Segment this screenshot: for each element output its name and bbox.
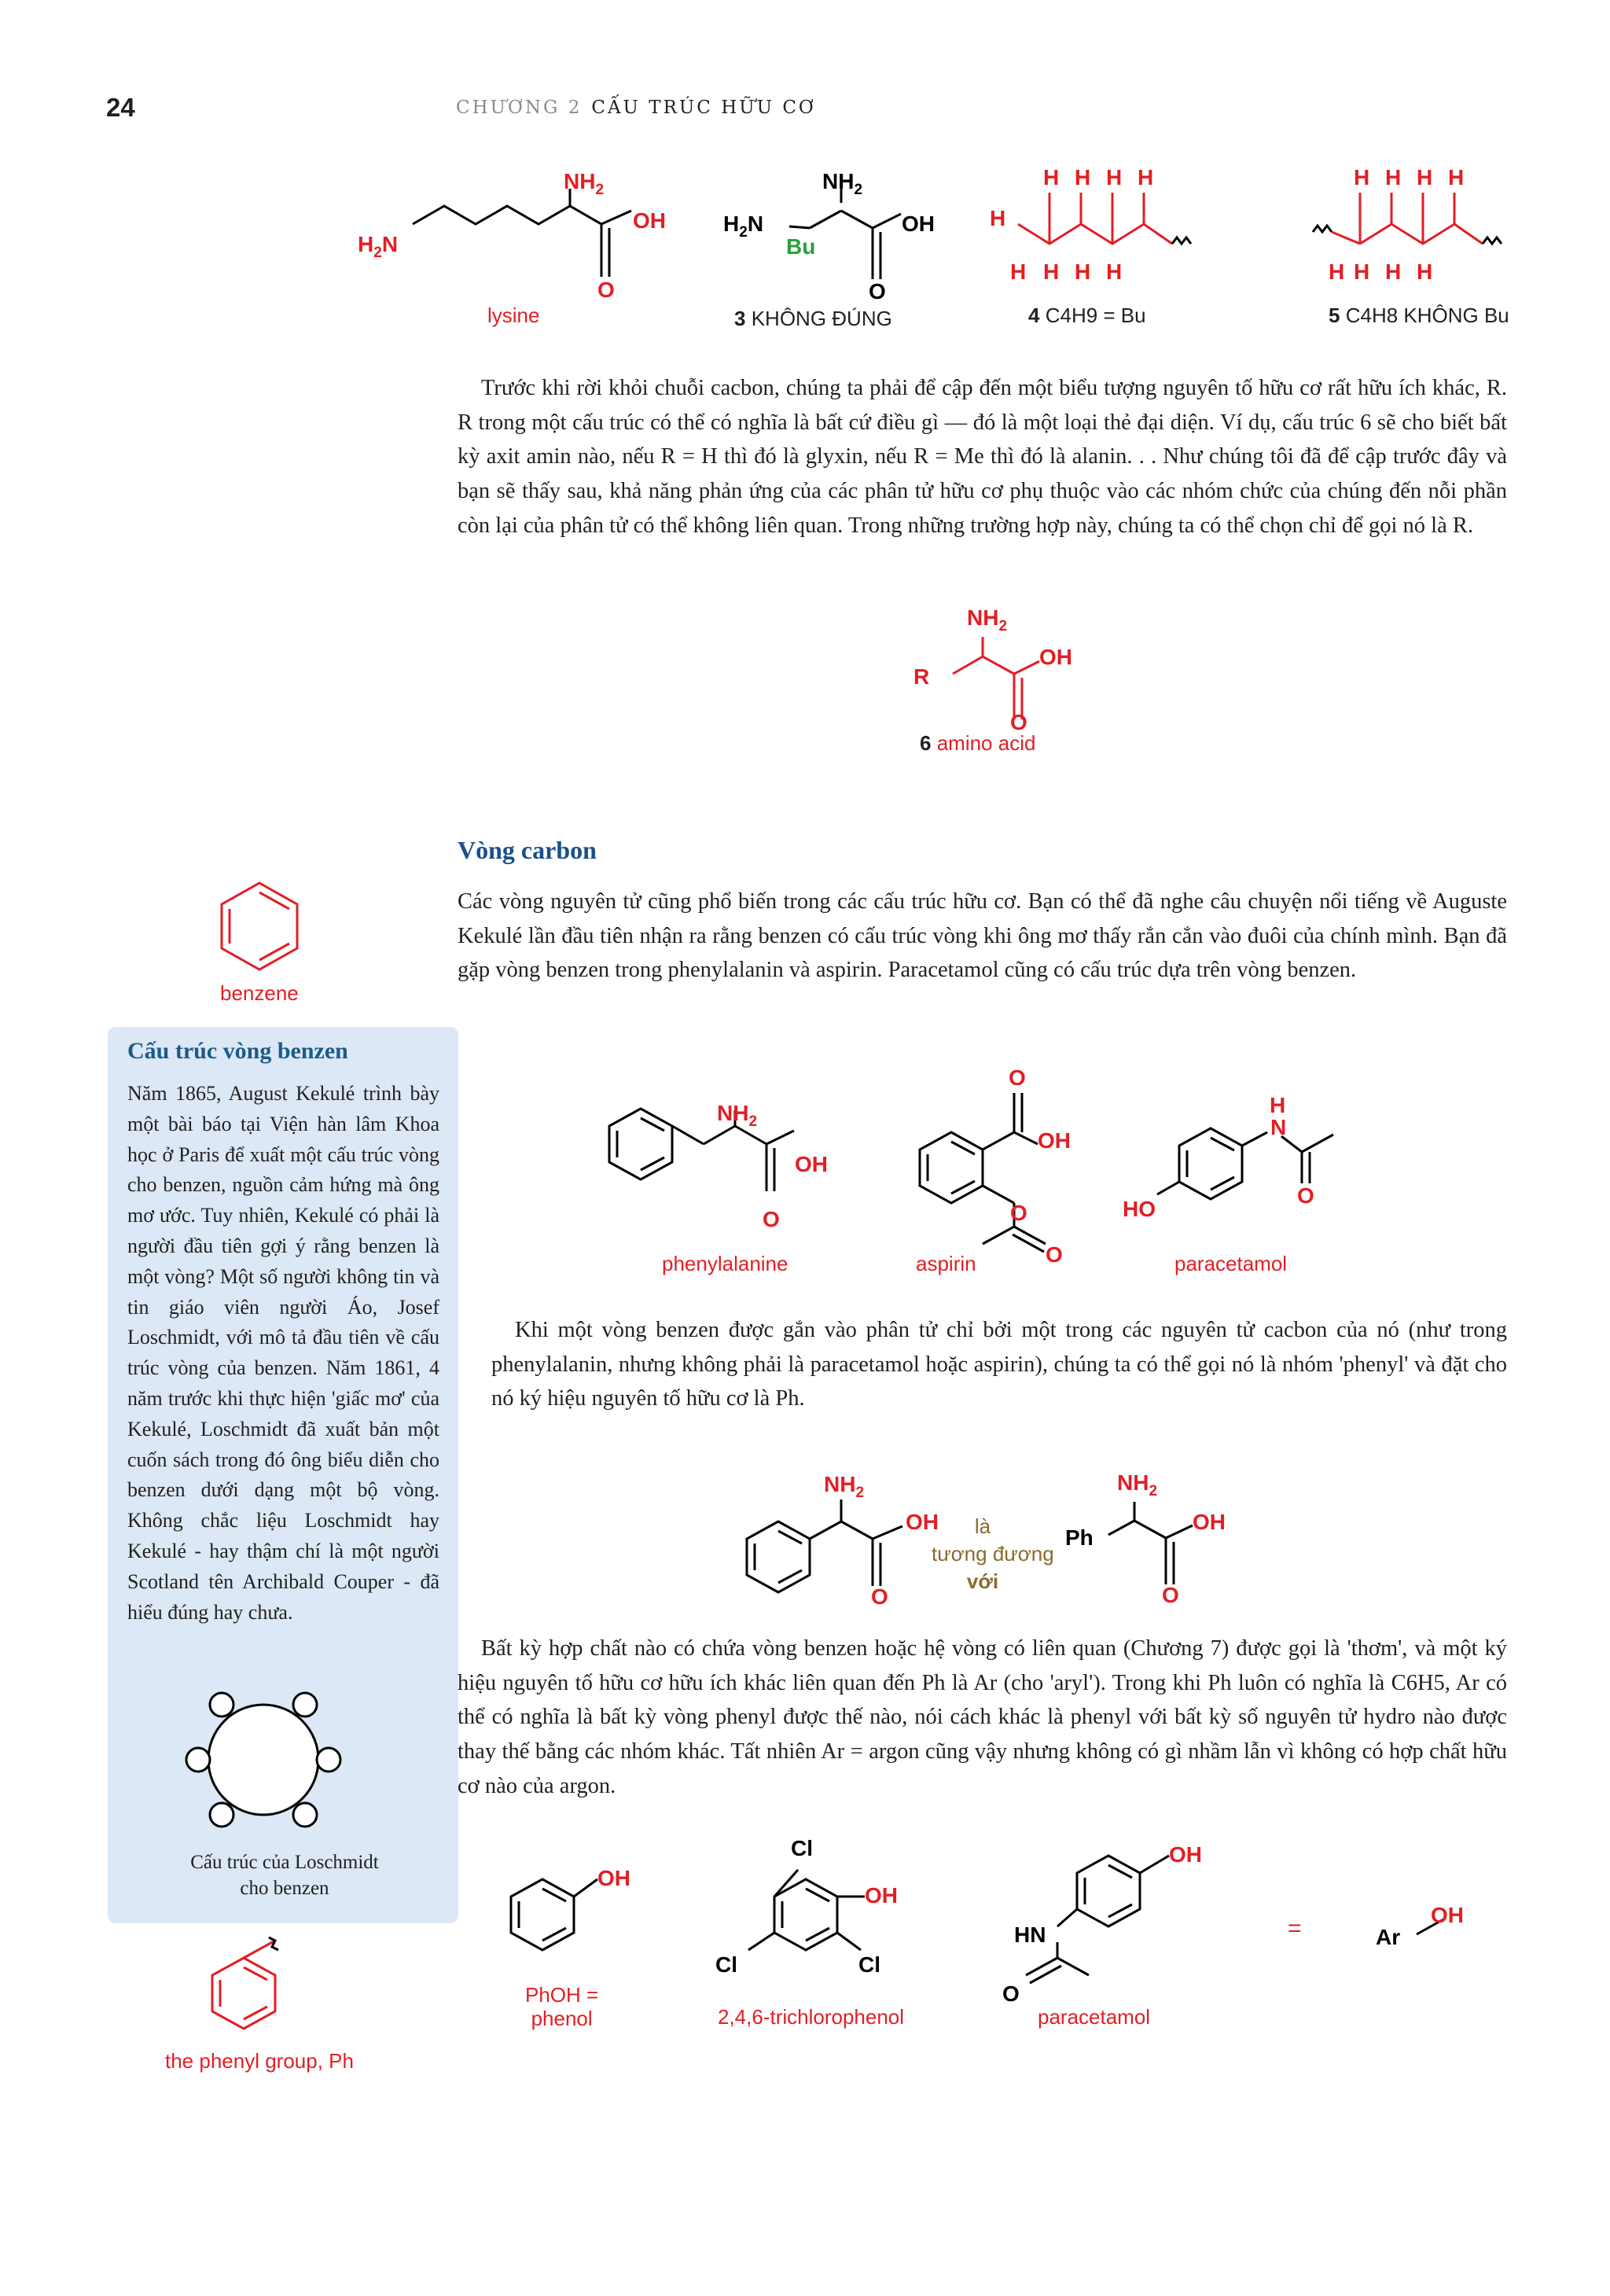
paracetamol-structure — [1116, 1093, 1376, 1246]
running-header — [456, 98, 816, 118]
equivalence-line-2: tương đương — [932, 1542, 1054, 1566]
svg-text:NH2: $NH_2$ — [822, 169, 863, 198]
structure-5-number: 5 — [1329, 304, 1340, 327]
svg-text:H: H — [1417, 165, 1433, 189]
svg-text:OH: OH — [1038, 1128, 1071, 1153]
phenylalanine-ph-form — [1065, 1463, 1262, 1608]
caption-line-1: Cấu trúc của Loschmidt — [190, 1852, 379, 1873]
svg-text:N: N — [1270, 1115, 1287, 1139]
section-heading: Vòng carbon — [458, 836, 597, 864]
structure-4-text: C4H9 = Bu — [1045, 304, 1146, 327]
trichlorophenol-structure — [700, 1832, 904, 1989]
amino-acid-label — [920, 731, 1035, 756]
svg-text:H: H — [1075, 165, 1091, 189]
svg-text:HN: HN — [1014, 1923, 1046, 1947]
equivalence-line-3: với — [966, 1569, 999, 1593]
loschmidt-caption — [134, 1849, 436, 1901]
phenol-structure — [487, 1856, 645, 1981]
svg-text:O: O — [1010, 710, 1027, 734]
svg-text:H2N: $H_2N$ — [723, 212, 764, 241]
structure-5-text: C4H8 KHÔNG Bu — [1345, 304, 1509, 327]
benzene-label: benzene — [220, 981, 299, 1005]
lysine-label: lysine — [487, 304, 540, 327]
svg-text:R: R — [913, 664, 930, 689]
svg-text:H: H — [1385, 259, 1402, 284]
svg-text:H: H — [1138, 165, 1154, 189]
phenol-label-line-2: phenol — [531, 2007, 593, 2030]
svg-text:O: O — [871, 1584, 888, 1609]
sidebar-text: Năm 1865, August Kekulé trình bày một bài báo tại Viện hàn lâm Khoa học ở Paris để xuất một cấu trúc vòng cho benzen, nguồn cảm hứng mà ông mơ ước. Tuy nhiên, Kekulé có phải là người đầu tiên gợi ý rằng benzen là một vòng? Một số người không tin và tin giáo viên người Áo, Josef Loschmidt, với mô tả đầu tiên về cấu trúc vòng của benzen. Năm 1861, 4 năm trước khi thực hiện 'giấc mơ' của Kekulé, Loschmidt đã xuất bản một cuốn sách trong đó ông biểu diễn cho benzen dưới dạng một bộ vòng. Không chắc liệu Loschmidt hay Kekulé - hay thậm chí là một người Scotland tên Archibald Couper - đã hiểu đúng hay chưa. — [127, 1082, 439, 1624]
loschmidt-benzene-diagram — [181, 1683, 346, 1840]
svg-text:H: H — [1448, 165, 1465, 189]
amino-acid-6-structure — [904, 602, 1077, 743]
svg-text:H: H — [1075, 259, 1091, 284]
svg-text:H: H — [1354, 259, 1370, 284]
svg-text:Cl: Cl — [858, 1952, 880, 1977]
equivalence-line-1: là — [974, 1514, 991, 1538]
svg-text:OH: OH — [902, 212, 935, 236]
structure-3-text: KHÔNG ĐÚNG — [751, 307, 892, 330]
aryl-oh-structure — [1376, 1895, 1502, 1958]
svg-text:O: O — [1009, 1065, 1026, 1090]
phenol-label — [525, 1983, 598, 2030]
svg-text:H: H — [1417, 259, 1433, 284]
svg-text:H: H — [1043, 259, 1060, 284]
svg-text:O: O — [597, 278, 615, 302]
svg-text:OH: OH — [1169, 1842, 1202, 1867]
svg-text:NH2: $NH_2$ — [967, 605, 1008, 635]
svg-text:H2N: $H_2N$ — [358, 232, 399, 261]
svg-text:H: H — [1385, 165, 1402, 189]
structure-3 — [723, 165, 943, 322]
svg-text:OH: OH — [865, 1883, 898, 1908]
structure-4-number: 4 — [1028, 304, 1040, 327]
svg-text:NH2: $NH_2$ — [717, 1101, 758, 1130]
phenol-label-line-1: PhOH = — [525, 1983, 599, 2007]
svg-text:Ar: Ar — [1376, 1925, 1401, 1949]
svg-text:NH2: $NH_2$ — [824, 1472, 865, 1501]
svg-text:HO: HO — [1123, 1197, 1156, 1221]
structure-3-label — [734, 307, 892, 331]
paragraph-r-group: Trước khi rời khỏi chuỗi cacbon, chúng ta phải để cập đến một biểu tượng nguyên tố hữu cơ rất hữu ích khác, R. R trong một cấu trúc có thể có nghĩa là bất cứ điều gì — đó là một loại thẻ đại diện. Ví dụ, cấu trúc 6 sẽ cho biết bất kỳ axit amin nào, nếu R = H thì đó là glyxin, nếu R = Me thì đó là alanin. . . Như chúng tôi đã để cập trước đây và bạn sẽ thấy sau, khả năng phản ứng của các phân tử hữu cơ phụ thuộc vào các nhóm chức của chúng đến nỗi phần còn lại của phân tử có thể không liên quan. Trong những trường hợp này, chúng ta có thể chọn chỉ để gọi nó là R. — [458, 376, 1507, 538]
svg-text:H: H — [990, 206, 1006, 230]
svg-text:OH: OH — [1193, 1510, 1226, 1534]
svg-text:OH: OH — [633, 208, 666, 233]
equals-sign: = — [1288, 1915, 1302, 1941]
structure-5-label — [1329, 304, 1509, 328]
benzene-structure — [216, 879, 303, 973]
phenyl-group-structure — [197, 1934, 354, 2044]
svg-text:NH2: $NH_2$ — [1117, 1470, 1158, 1499]
aspirin-structure — [904, 1062, 1093, 1274]
svg-text:H: H — [1354, 165, 1370, 189]
structure-5 — [1305, 165, 1525, 295]
svg-text:Ph: Ph — [1065, 1525, 1094, 1550]
chapter-title: CẤU TRÚC HỮU CƠ — [591, 98, 816, 118]
structure-4-label — [1028, 304, 1146, 328]
sidebar-title: Cấu trúc vòng benzen — [127, 1038, 348, 1064]
phenyl-group-label: the phenyl group, Ph — [165, 2049, 354, 2073]
svg-text:O: O — [1297, 1183, 1314, 1208]
structure-3-number: 3 — [734, 307, 746, 330]
svg-text:OH: OH — [1039, 645, 1072, 669]
caption-line-2: cho benzen — [240, 1878, 329, 1899]
svg-text:OH: OH — [795, 1152, 828, 1176]
svg-text:O: O — [1046, 1242, 1063, 1267]
paracetamol-label-1: paracetamol — [1174, 1252, 1288, 1275]
svg-text:H: H — [1329, 259, 1345, 284]
paragraph-phenyl: Khi một vòng benzen được gắn vào phân tử chỉ bởi một trong các nguyên tử cacbon của nó (như trong phenylalanin, nhưng không phải là paracetamol hoặc aspirin), chúng ta có thể gọi nó là nhóm 'phenyl' và đặt cho nó ký hiệu nguyên tố hữu cơ là Ph. — [491, 1318, 1507, 1411]
page-number: 24 — [106, 93, 135, 122]
svg-text:OH: OH — [1431, 1903, 1464, 1927]
svg-text:H: H — [1010, 259, 1027, 284]
svg-text:H: H — [1106, 259, 1123, 284]
chapter-label: CHƯƠNG 2 — [456, 98, 583, 118]
phenylalanine-structure — [601, 1093, 861, 1250]
aspirin-label: aspirin — [916, 1252, 976, 1275]
svg-text:O: O — [763, 1207, 780, 1231]
svg-text:Cl: Cl — [791, 1836, 813, 1860]
amino-acid-text: amino acid — [936, 731, 1036, 755]
paracetamol-structure-2 — [1002, 1832, 1238, 2005]
svg-text:H: H — [1270, 1093, 1286, 1117]
structure-4-butyl — [987, 165, 1222, 295]
trichlorophenol-label: 2,4,6-trichlorophenol — [718, 2005, 905, 2029]
svg-text:NH2: $NH_2$ — [564, 169, 605, 198]
paragraph-rings: Các vòng nguyên tử cũng phổ biến trong các cấu trúc hữu cơ. Bạn có thể đã nghe câu chuyện nổi tiếng về Auguste Kekulé lần đầu tiên nhận ra rằng benzen có cấu trúc vòng khi ông mơ thấy rắn cắn vào đuôi của chính mình. Bạn đã gặp vòng benzen trong phenylalanin và aspirin. Paracetamol cũng có cấu trúc dựa trên vòng benzen. — [458, 889, 1507, 983]
svg-text:OH: OH — [597, 1866, 630, 1890]
svg-text:O: O — [1162, 1583, 1179, 1607]
svg-text:OH: OH — [906, 1510, 939, 1534]
svg-text:O: O — [1002, 1981, 1020, 2006]
svg-text:O: O — [869, 279, 886, 304]
amino-acid-number: 6 — [920, 731, 932, 755]
paragraph-aryl: Bất kỳ hợp chất nào có chứa vòng benzen hoặc hệ vòng có liên quan (Chương 7) được gọi là 'thơm', và một ký hiệu nguyên tố hữu cơ hữu ích khác liên quan đến Ph là Ar (cho 'aryl'). Trong khi Ph luôn có nghĩa là C6H5, Ar có thể có nghĩa là bất kỳ vòng phenyl được thế nào, nói cách khác là phenyl với bất kỳ số nguyên tử hydro nào được thay thế bằng các nhóm khác. Tất nhiên Ar = argon cũng vậy nhưng không có gì nhầm lẫn vì không có hợp chất hữu cơ nào của argon. — [458, 1636, 1507, 1798]
svg-text:Cl: Cl — [715, 1952, 737, 1977]
paracetamol-label-2: paracetamol — [1038, 2005, 1151, 2029]
svg-text:Bu: Bu — [786, 234, 816, 259]
svg-text:O: O — [1010, 1201, 1027, 1225]
equivalence-text — [932, 1513, 1054, 1595]
phenylalanine-label: phenylalanine — [662, 1252, 788, 1275]
svg-text:H: H — [1043, 165, 1060, 189]
svg-text:H: H — [1106, 165, 1123, 189]
